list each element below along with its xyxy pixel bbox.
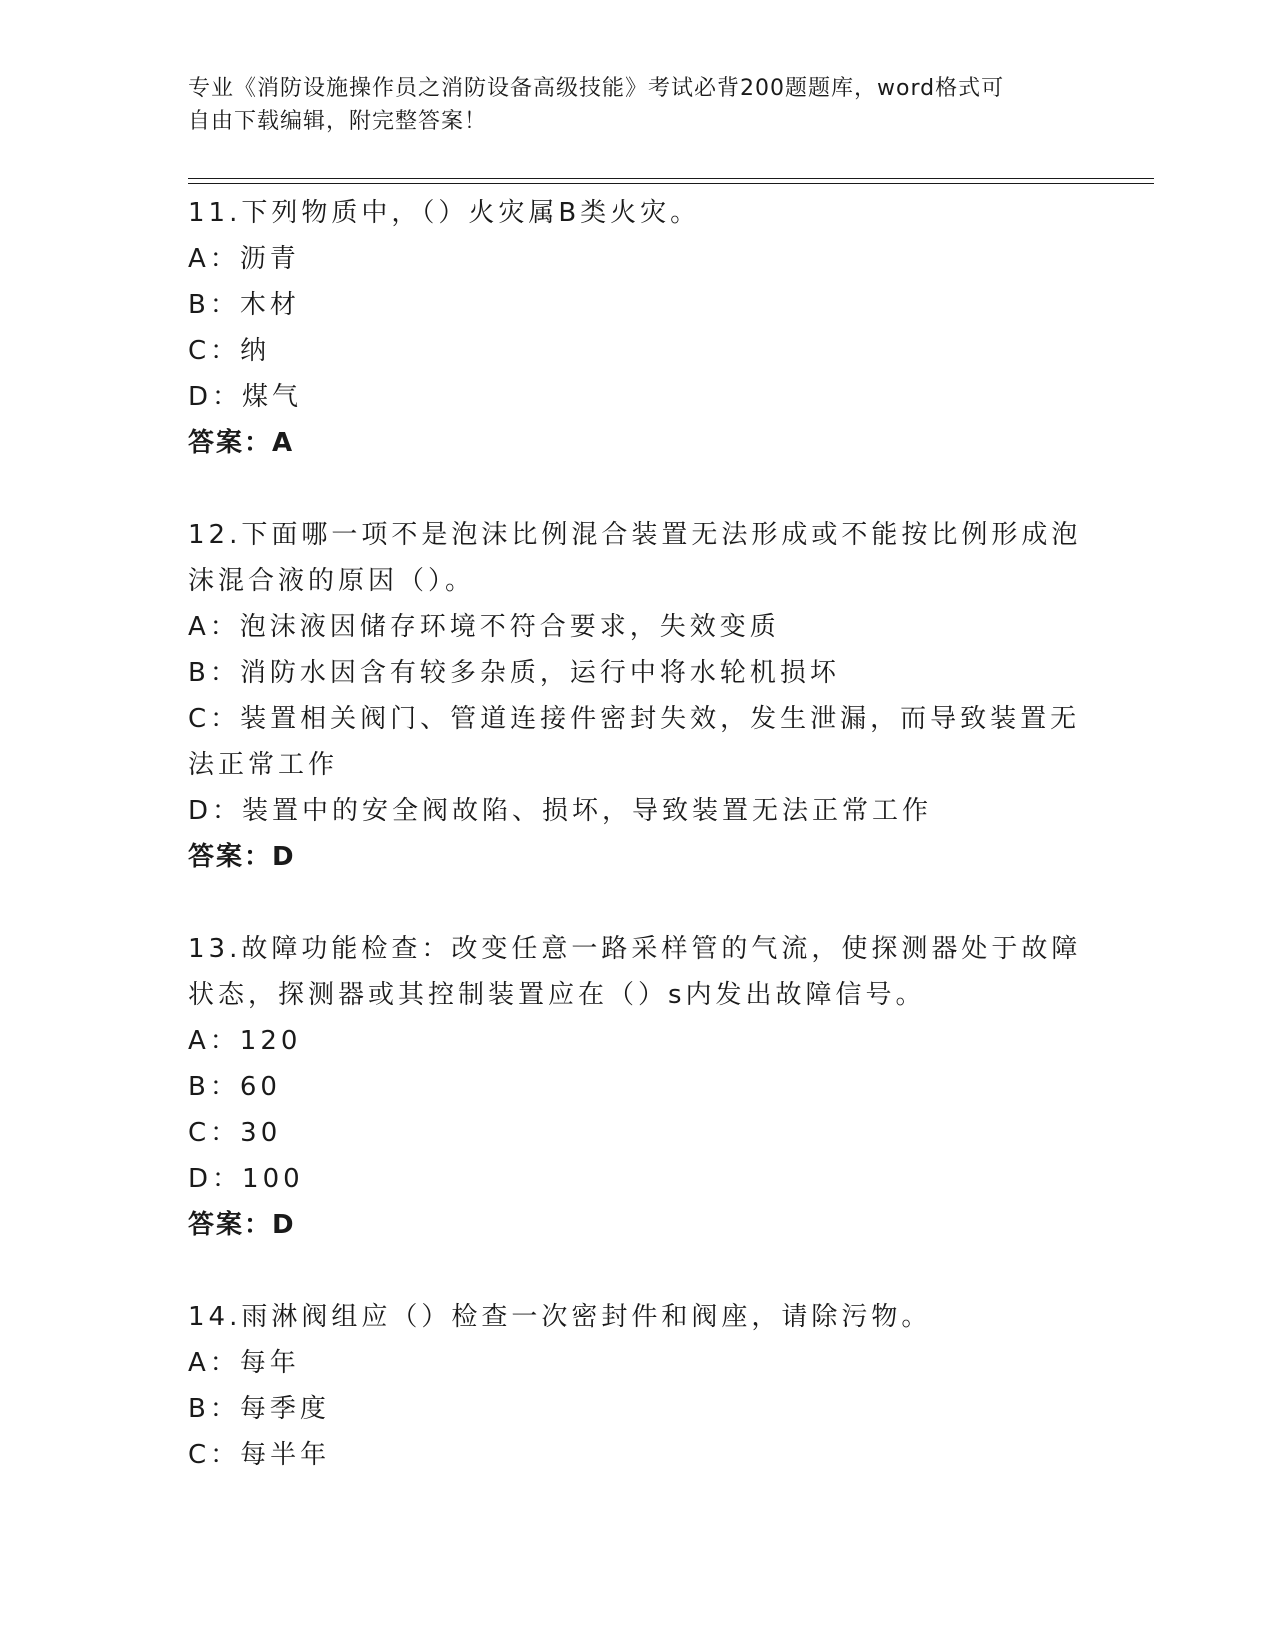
document-header — [188, 72, 1068, 138]
option-a: A：120 — [188, 1026, 302, 1056]
option-a: A：泡沫液因储存环境不符合要求，失效变质 — [188, 612, 780, 642]
header-line-1: 专业《消防设施操作员之消防设备高级技能》考试必背200题题库，word格式可 — [188, 76, 1005, 101]
option-b: B：木材 — [188, 290, 300, 320]
option-c: C：30 — [188, 1118, 282, 1148]
option-a: A：每年 — [188, 1348, 300, 1378]
option-d: D：煤气 — [188, 382, 303, 412]
header-divider-top — [188, 178, 1154, 179]
option-b: B：消防水因含有较多杂质，运行中将水轮机损坏 — [188, 658, 840, 688]
option-d: D：100 — [188, 1164, 304, 1194]
header-line-2: 自由下载编辑，附完整答案！ — [188, 109, 488, 134]
option-c: C：每半年 — [188, 1440, 331, 1470]
option-a: A：沥青 — [188, 244, 300, 274]
question-stem: 13.故障功能检查：改变任意一路采样管的气流，使探测器处于故障状态，探测器或其控制装置应在（）s内发出故障信号。 — [188, 934, 1082, 1010]
question-stem: 14.雨淋阀组应（）检查一次密封件和阀座，请除污物。 — [188, 1302, 932, 1332]
option-c: C：纳 — [188, 336, 271, 366]
question-stem: 12.下面哪一项不是泡沫比例混合装置无法形成或不能按比例形成泡沫混合液的原因（）。 — [188, 520, 1082, 596]
question-stem: 11.下列物质中，（）火灾属B类火灾。 — [188, 198, 701, 228]
option-c: C：装置相关阀门、管道连接件密封失效，发生泄漏，而导致装置无法正常工作 — [188, 704, 1081, 780]
answer: 答案：D — [188, 842, 296, 872]
question-14 — [188, 1294, 1088, 1478]
question-11 — [188, 190, 1088, 466]
answer: 答案：D — [188, 1210, 296, 1240]
header-divider-bottom — [188, 183, 1154, 184]
question-12 — [188, 512, 1088, 880]
question-13 — [188, 926, 1088, 1248]
answer: 答案：A — [188, 428, 295, 458]
question-list — [188, 190, 1088, 1524]
option-b: B：每季度 — [188, 1394, 330, 1424]
option-b: B：60 — [188, 1072, 281, 1102]
option-d: D：装置中的安全阀故陷、损坏，导致装置无法正常工作 — [188, 796, 933, 826]
